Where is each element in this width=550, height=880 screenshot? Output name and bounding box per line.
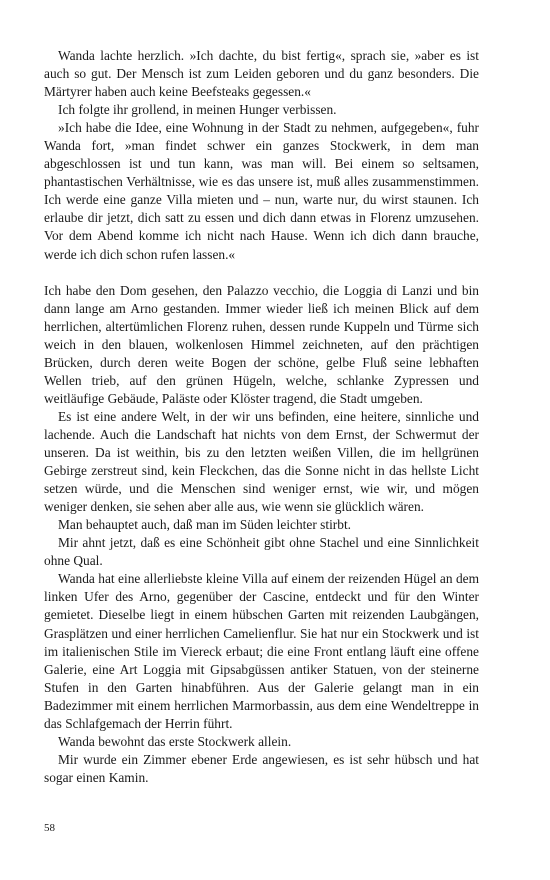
paragraph: Wanda lachte herzlich. »Ich dachte, du bist fertig«, sprach sie, »aber es ist auch so gut. Der Mensch ist zum Leiden geboren und du ganz besonders. Die Märtyrer haben auch keine Beefsteaks gegessen.« — [44, 48, 479, 100]
body-text — [44, 47, 479, 787]
paragraph: Mir ahnt jetzt, daß es eine Schönheit gibt ohne Stachel und eine Sinnlichkeit ohne Qual. — [44, 535, 479, 569]
paragraph: Ich habe den Dom gesehen, den Palazzo vecchio, die Loggia di Lanzi und bin dann lange am Arno gestanden. Immer wieder ließ ich meinen Blick auf dem herrlichen, altertümlichen Florenz ruhen, dessen runde Kuppeln und Türme sich weich in den blauen, wolkenlosen Himmel zeichneten, auf den prächtigen Brücken, durch deren weite Bogen der schöne, gelbe Fluß seine lebhaften Wellen trieb, auf den grünen Hügeln, welche, schlanke Zypressen und weitläufige Gebäude, Paläste oder Klöster tragend, die Stadt umgeben. — [44, 282, 479, 406]
paragraph: »Ich habe die Idee, eine Wohnung in der Stadt zu nehmen, aufgegeben«, fuhr Wanda fort, »man findet schwer ein ganzes Stockwerk, in dem man abgeschlossen ist und tun kann, was man will. Bei einem so seltsamen, phantastischen Verhältnisse, wie es das unsere ist, muß alles zusammenstimmen. Ich werde eine ganze Villa mieten und – nun, warte nur, du wirst staunen. Ich erlaube dir jetzt, dich satt zu essen und dich dann etwas in Florenz umzusehen. Vor dem Abend komme ich nicht nach Hause. Wenn ich dich dann brauche, werde ich dich schon rufen lassen.« — [44, 120, 479, 262]
paragraph: Mir wurde ein Zimmer ebener Erde angewiesen, es ist sehr hübsch und hat sogar einen Kamin. — [44, 751, 479, 785]
paragraph: Wanda bewohnt das erste Stockwerk allein. — [58, 733, 292, 749]
paragraph: Ich folgte ihr grollend, in meinen Hunger verbissen. — [58, 102, 337, 118]
paragraph: Man behauptet auch, daß man im Süden leichter stirbt. — [58, 517, 352, 533]
section-break — [44, 264, 479, 282]
paragraph: Wanda hat eine allerliebste kleine Villa auf einem der reizenden Hügel an dem linken Ufer des Arno, gegenüber der Cascine, entdeckt und für den Winter gemietet. Dieselbe liegt in einem hübschen Garten mit reizenden Laubgängen, Grasplätzen und einer herrlichen Camelienflur. Sie hat nur ein Stockwerk und ist im italienischen Stile im Viereck erbaut; die eine Front entlang läuft eine offene Galerie, eine Art Loggia mit Gipsabgüssen antiker Statuen, von der steinerne Stufen in den Garten hinabführen. Aus der Galerie gelangt man in ein Badezimmer mit einem herrlichen Marmorbassin, aus dem eine Wendeltreppe in das Schlafgemach der Herrin führt. — [44, 571, 479, 731]
page-number: 58 — [44, 822, 55, 834]
paragraph: Es ist eine andere Welt, in der wir uns befinden, eine heitere, sinnliche und lachende. Auch die Landschaft hat nichts von dem Ernst, der Schwermut der unseren. Da ist weithin, bis zu den letzten weißen Villen, die im hellgrünen Gebirge zerstreut sind, kein Fleckchen, das die Sonne nicht in das hellste Licht setzen würde, und die Menschen sind weniger ernst, wie wir, und mögen weniger denken, sie sehen aber alle aus, wie wenn sie glücklich wären. — [44, 408, 479, 515]
